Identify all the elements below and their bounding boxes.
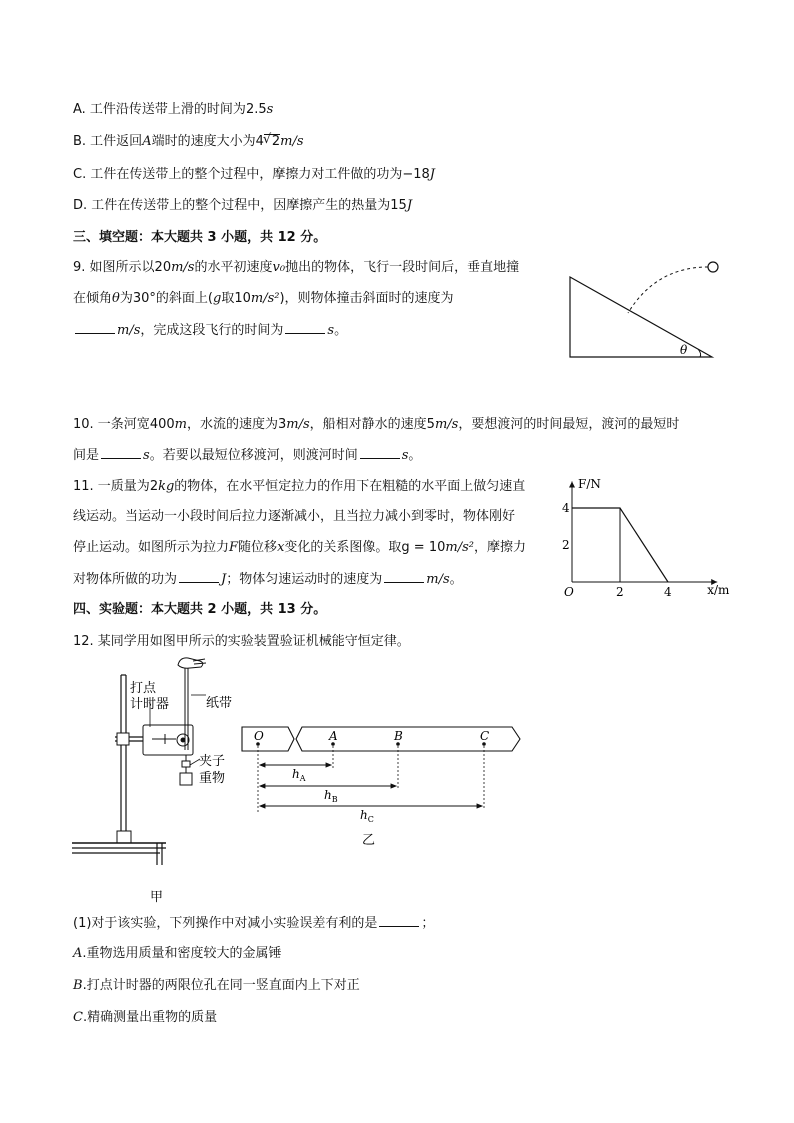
figure-yi-tape bbox=[240, 715, 530, 855]
q12-option-c: C.精确测量出重物的质量 bbox=[73, 1010, 218, 1025]
section-heading-fill-in: 三、填空题：本大题共 3 小题，共 12 分。 bbox=[73, 230, 327, 245]
option-d: D. 工件在传送带上的整个过程中，因摩擦产生的热量为15J bbox=[73, 198, 413, 213]
figure-jia-caption: 甲 bbox=[150, 890, 164, 905]
answer-blank[interactable] bbox=[384, 570, 424, 583]
option-b: B. 工件返回A端时的速度大小为4√ 2m/s bbox=[73, 133, 304, 151]
q11-line-1: 11. 一质量为2kg的物体，在水平恒定拉力的作用下在粗糙的水平面上做匀速直 bbox=[73, 479, 526, 494]
q11-line-4: 对物体所做的功为 J；物体匀速运动时的速度为 m/s。 bbox=[73, 572, 463, 587]
q9-line-1: 9. 如图所示以20m/s的水平初速度v₀抛出的物体，飞行一段时间后，垂直地撞 bbox=[73, 260, 520, 275]
x-tick-label: 4 bbox=[664, 585, 672, 599]
trajectory-curve bbox=[628, 267, 708, 313]
h-c-label: $h_C$ bbox=[360, 808, 374, 824]
answer-blank[interactable] bbox=[285, 321, 325, 334]
tape-label: 纸带 bbox=[206, 696, 233, 711]
figure-yi-caption: 乙 bbox=[362, 833, 376, 848]
q12-stem: 12. 某同学用如图甲所示的实验装置验证机械能守恒定律。 bbox=[73, 634, 410, 649]
option-c: C. 工件在传送带上的整个过程中，摩擦力对工件做的功为−18J bbox=[73, 167, 435, 182]
y-tick-label: 4 bbox=[562, 501, 570, 515]
angle-label: θ bbox=[680, 343, 688, 357]
point-b-label: B bbox=[394, 729, 403, 743]
x-tick-label: 2 bbox=[616, 585, 624, 599]
q12-option-a: A.重物选用质量和密度较大的金属锤 bbox=[73, 946, 282, 961]
timer-label-2: 计时器 bbox=[130, 697, 170, 712]
q10-line-1: 10. 一条河宽400m，水流的速度为3m/s，船相对静水的速度5m/s，要想渡河的时间最短，渡河的最短时 bbox=[73, 417, 680, 432]
point-c-label: C bbox=[480, 729, 490, 743]
option-a: A. 工件沿传送带上滑的时间为2.5s bbox=[73, 102, 274, 117]
h-b-label: $h_B$ bbox=[324, 788, 338, 804]
y-tick-label: 2 bbox=[562, 538, 570, 552]
answer-blank[interactable] bbox=[379, 914, 419, 927]
answer-blank[interactable] bbox=[101, 446, 141, 459]
q9-line-3: m/s，完成这段飞行的时间为 s。 bbox=[73, 321, 347, 340]
answer-blank[interactable] bbox=[360, 446, 400, 459]
q12-option-b: B.打点计时器的两限位孔在同一竖直面内上下对正 bbox=[73, 978, 360, 993]
svg-text:hA bbox=[292, 767, 306, 783]
timer-label-1: 打点 bbox=[130, 681, 157, 696]
section-heading-experiment: 四、实验题：本大题共 2 小题，共 13 分。 bbox=[73, 602, 327, 617]
weight-label: 重物 bbox=[199, 771, 226, 786]
q11-line-3: 停止运动。如图所示为拉力F随位移x变化的关系图像。取g = 10m/s²，摩擦力 bbox=[73, 540, 526, 555]
q10-line-2: 间是 s。若要以最短位移渡河，则渡河时间 s。 bbox=[73, 448, 422, 463]
q9-line-2: 在倾角θ为30°的斜面上(g取10m/s²)，则物体撞击斜面时的速度为 bbox=[73, 291, 454, 306]
point-o-label: O bbox=[254, 729, 264, 743]
x-axis-label: x/m bbox=[707, 583, 730, 597]
clip-label: 夹子 bbox=[199, 754, 226, 769]
answer-blank[interactable] bbox=[75, 321, 115, 334]
figure-jia-apparatus bbox=[70, 655, 240, 905]
h-a-label: h bbox=[292, 767, 300, 781]
q12-sub1: (1)对于该实验，下列操作中对减小实验误差有利的是 ； bbox=[73, 916, 435, 931]
y-axis-label: F/N bbox=[578, 477, 601, 491]
answer-blank[interactable] bbox=[179, 570, 219, 583]
ball bbox=[708, 262, 718, 272]
origin-label: O bbox=[564, 585, 574, 599]
point-a-label: A bbox=[329, 729, 338, 743]
q11-line-2: 线运动。当运动一小段时间后拉力逐渐减小，且当拉力减小到零时，物体刚好 bbox=[73, 509, 516, 524]
incline-triangle bbox=[570, 277, 712, 357]
q9-incline-figure bbox=[560, 255, 730, 365]
force-displacement-chart bbox=[560, 470, 730, 600]
sqrt-symbol: √ 2 bbox=[264, 134, 280, 149]
h-a-sub: A bbox=[299, 774, 306, 783]
